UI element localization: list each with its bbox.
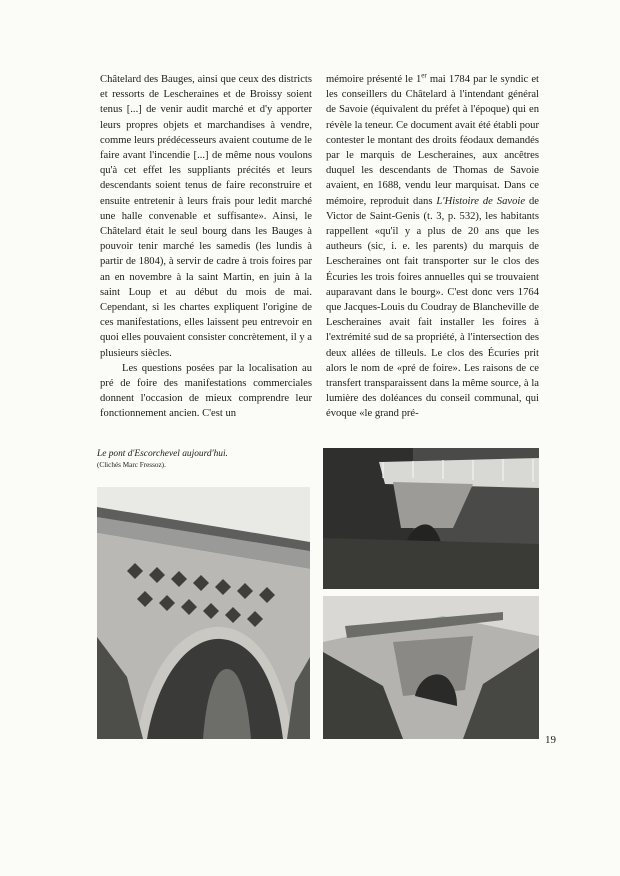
- paragraph: Châtelard des Bauges, ainsi que ceux des districts et ressorts de Lescheraines et de Broissy soient tenus [...] de venir audit marché et d'y apporter leurs propres objets et marchandises à vendre, comme leurs prédécesseurs avaient coutume de le faire avant l'incendie [...] de même nous voulons qu'à cet effet les suppliants précités et leurs descendants soient tenus de faire reconstruire et ensuite entretenir à leurs frais pour ledit marché une halle convenable et suffisante». Ainsi, le Châtelard était le seul bourg dans les Bauges à pouvoir tenir marché les samedis (les lundis à partir de 1804), à servir de cadre à trois foires par an en novembre à la saint Martin, en juin à la saint Loup et au début du mois de mai. Cependant, si les chartes expliquent l'origine de ces manifestations, elles laissent peu entrevoir en quoi elles pouvaient consister concrètement, il y a plusieurs siècles.: [100, 74, 312, 359]
- text-column-left: [100, 72, 312, 422]
- bridge-photo-bottom-right: [323, 596, 539, 739]
- text-run: mai 1784 par le syndic et les conseillers du Châtelard à l'intendant général de Savoie (équivalent du préfet à l'époque) qui en révèle la teneur. Ce document avait été établi pour contester le montant des droits féodaux demandés par le marquis de Lescheraines, aux ancêtres duquel les descendants de Thomas de Savoie avaient, en 1688, vendu leur marquisat. Dans ce mémoire, reproduit dans: [326, 74, 539, 207]
- bridge-photo-left-image: [97, 487, 310, 739]
- superscript: er: [421, 71, 427, 80]
- bridge-photo-left: [97, 487, 310, 739]
- bridge-photo-top-right: [323, 448, 539, 589]
- paragraph: Les questions posées par la localisation au pré de foire des manifestations commerciales donnent l'occasion de mieux comprendre leur fonctionnement ancien. C'est un: [100, 362, 312, 420]
- bridge-photo-bottom-right-image: [323, 596, 539, 739]
- bridge-photo-top-right-image: [323, 448, 539, 589]
- book-title: L'Histoire de Savoie: [436, 195, 526, 207]
- photo-credit: (Clichés Marc Fressoz).: [97, 461, 166, 469]
- text-run: de Victor de Saint-Genis (t. 3, p. 532), les habitants rappellent «qu'il y a plus de 20 ans que les autheurs (sic, i. e. les parents) du marquis de Lescheraines ont fait transporter sur le clos des Écuries les trois foires annuelles qui se trouvaient auparavant dans le bourg». C'est donc vers 1764 que Jacques-Louis du Coudray de Blancheville de Lescheraines avait fait installer les foires à l'extrémité sud de sa propriété, à l'intersection des deux allées de tilleuls. Le clos des Écuries prit alors le nom de «pré de foire». Les raisons de ce transfert transparaissent dans la même source, à la lumière des doléances du conseil communal, qui évoque «le grand pré-: [326, 195, 539, 420]
- text-run: mémoire présenté le 1: [326, 74, 422, 85]
- paragraph: [326, 72, 539, 422]
- text-column-right: [326, 72, 539, 422]
- figure-caption: Le pont d'Escorchevel aujourd'hui.: [97, 449, 228, 459]
- page-number: 19: [545, 734, 556, 746]
